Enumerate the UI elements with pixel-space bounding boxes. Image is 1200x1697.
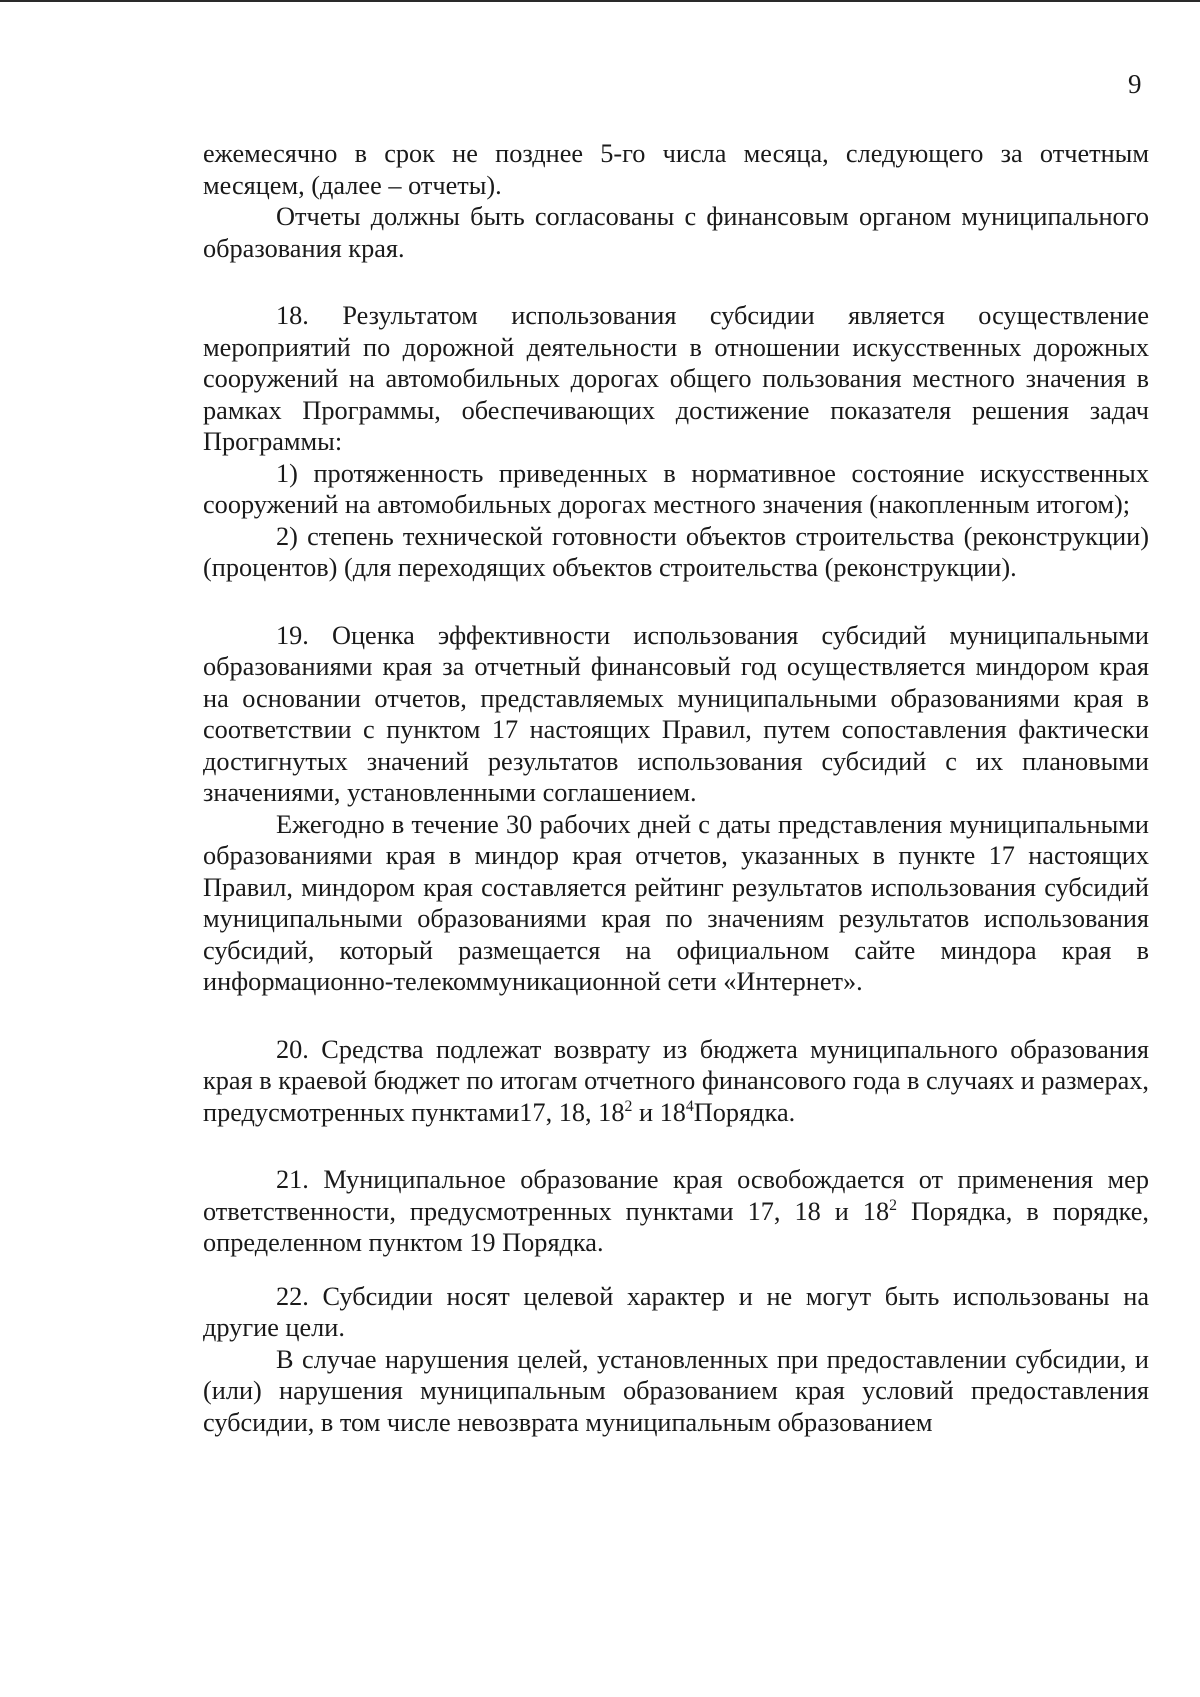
document-body (203, 138, 1149, 1438)
paragraph-22-violation: В случае нарушения целей, установленных при предоставлении субсидии, и (или) нарушения муниципальным образованием края условий предоставления субсидии, в том числе невозврата муниципальным образованием (203, 1344, 1149, 1437)
paragraph-19: 19. Оценка эффективности использования субсидий муниципальными образованиями края за отчетный финансовый год осуществляется миндором края на основании отчетов, представляемых муниципальными образованиями края в соответствии с пунктом 17 настоящих Правил, путем сопоставления фактически достигнутых значений результатов использования субсидий с их плановыми значениями, установленными соглашением. (203, 620, 1149, 807)
paragraph-20 (203, 1034, 1149, 1129)
superscript: 2 (889, 1196, 897, 1214)
paragraph-20-text-b: и 18 (632, 1097, 686, 1127)
paragraph-19-rating: Ежегодно в течение 30 рабочих дней с даты представления муниципальными образованиями края в миндор края отчетов, указанных в пункте 17 настоящих Правил, миндором края составляется рейтинг результатов использования субсидий муниципальными образованиями края по значениям результатов использования субсидий, который размещается на официальном сайте миндора края в информационно-телекоммуникационной сети «Интернет». (203, 809, 1149, 996)
top-border-line (0, 0, 1200, 2)
superscript: 2 (624, 1097, 633, 1115)
superscript: 4 (685, 1097, 694, 1115)
paragraph-20-text-a: 20. Средства подлежат возврату из бюджета муниципального образования края в краевой бюджет по итогам отчетного финансового года в случаях и размерах, предусмотренных пунктами17, 18, 18 (203, 1034, 1149, 1127)
paragraph-21-text-a: 21. Муниципальное образование края освобождается от применения мер ответственности, предусмотренных пунктами 17, 18 и 18 (203, 1165, 1149, 1226)
paragraph-22: 22. Субсидии носят целевой характер и не могут быть использованы на другие цели. (203, 1281, 1149, 1342)
paragraph-18-item-2: 2) степень технической готовности объектов строительства (реконструкции) (процентов) (для переходящих объектов строительства (реконструкции). (203, 521, 1149, 582)
paragraph-21-text-b: Порядка, в порядке, определенном пунктом 19 Порядка. (203, 1196, 1149, 1257)
paragraph-20-text-c: Порядка. (693, 1097, 796, 1127)
paragraph-21 (203, 1164, 1149, 1259)
paragraph-18: 18. Результатом использования субсидии является осуществление мероприятий по дорожной деятельности в отношении искусственных дорожных сооружений на автомобильных дорогах общего пользования местного значения в рамках Программы, обеспечивающих достижение показателя решения задач Программы: (203, 301, 1149, 456)
paragraph-18-item-1: 1) протяженность приведенных в нормативное состояние искусственных сооружений на автомобильных дорогах местного значения (накопленным итогом); (203, 458, 1149, 519)
page-number: 9 (1128, 69, 1142, 99)
paragraph-reports-approval: Отчеты должны быть согласованы с финансовым органом муниципального образования края. (203, 202, 1149, 263)
paragraph-continuation: ежемесячно в срок не позднее 5-го числа месяца, следующего за отчетным месяцем, (далее – отчеты). (203, 139, 1149, 200)
